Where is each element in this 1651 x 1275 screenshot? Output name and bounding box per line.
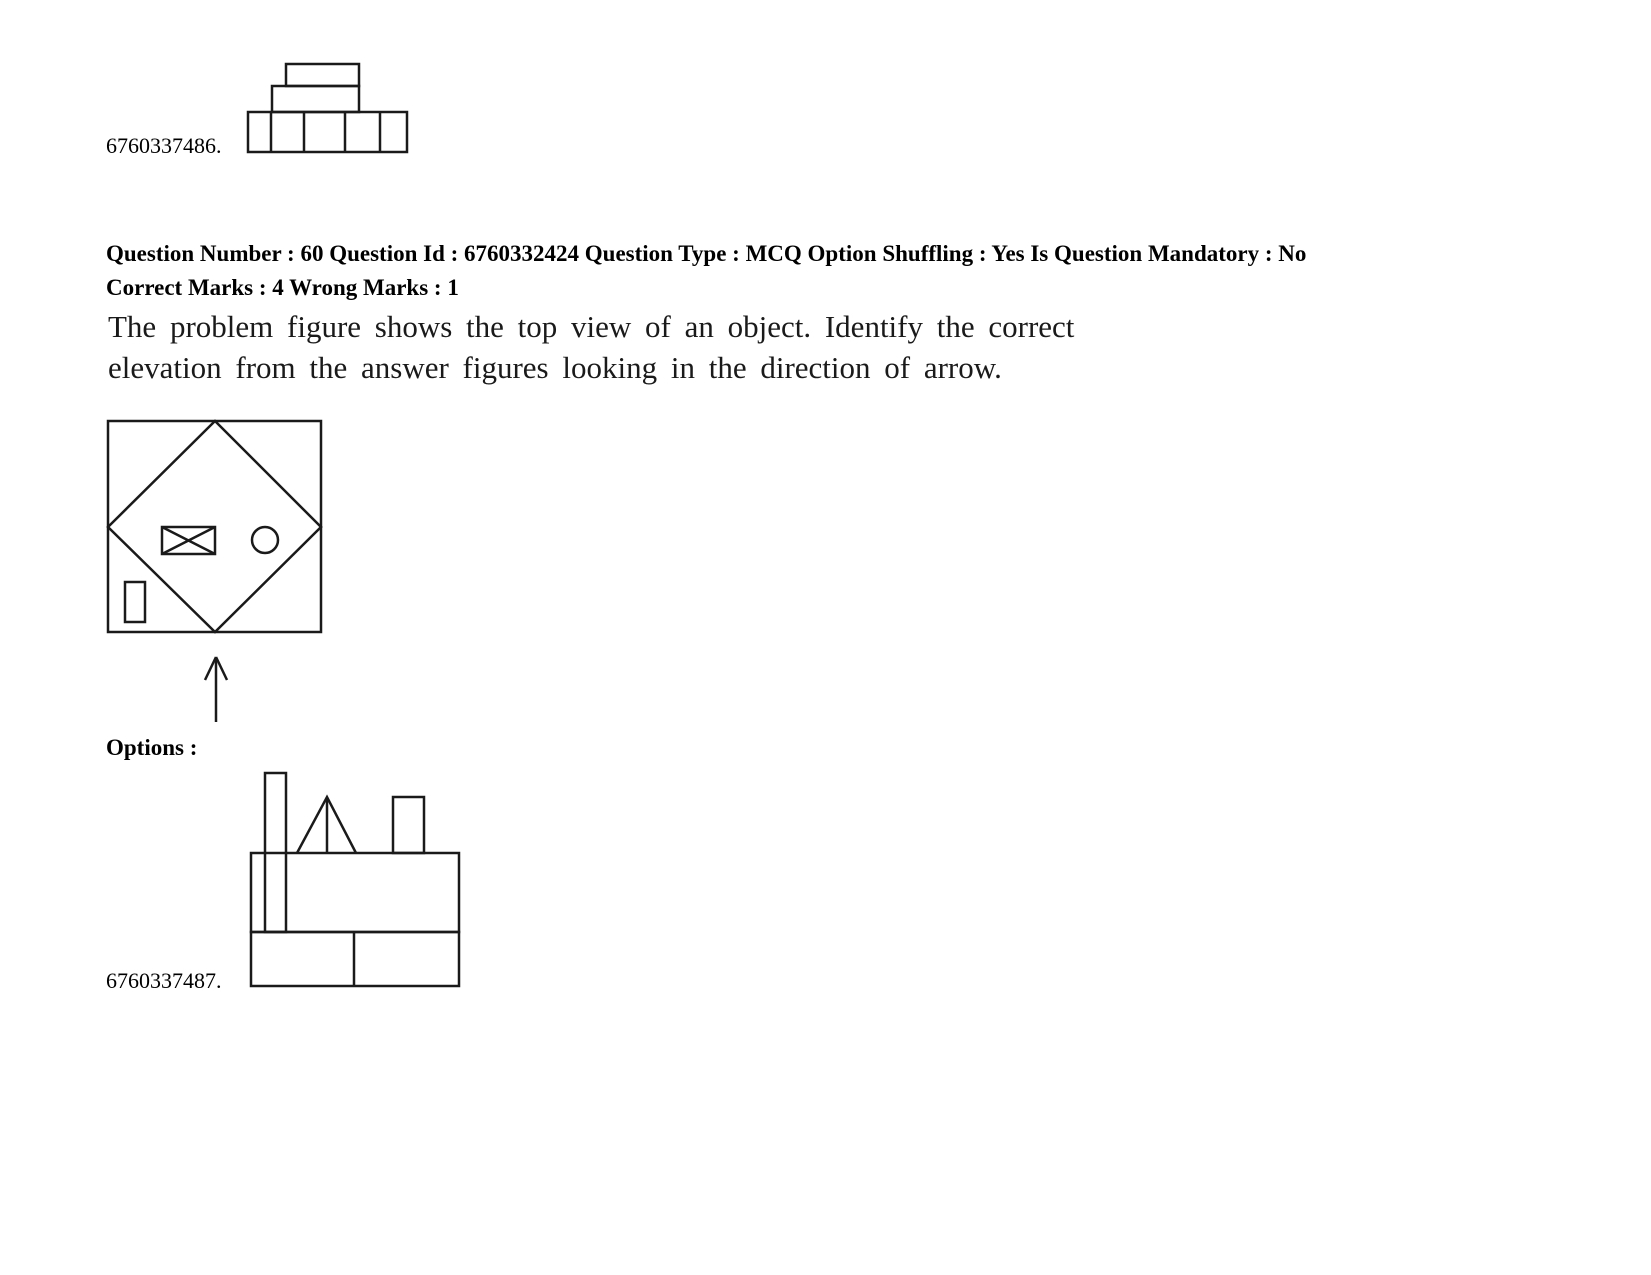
question-header: Question Number : 60 Question Id : 6760332424 Question Type : MCQ Option Shuffling : Yes Is Question Mandatory : No [106, 241, 1307, 266]
question-marks: Correct Marks : 4 Wrong Marks : 1 [106, 275, 459, 300]
question-text-line-1: The problem figure shows the top view of an object. Identify the correct [108, 309, 1075, 344]
options-label: Options : [106, 735, 198, 760]
option-1-id[interactable]: 6760337487. [106, 968, 222, 993]
previous-option-id: 6760337486. [106, 133, 222, 158]
elevation-figure-icon[interactable] [0, 0, 470, 1000]
question-text-line-2: elevation from the answer figures looking in the direction of arrow. [108, 350, 1002, 385]
